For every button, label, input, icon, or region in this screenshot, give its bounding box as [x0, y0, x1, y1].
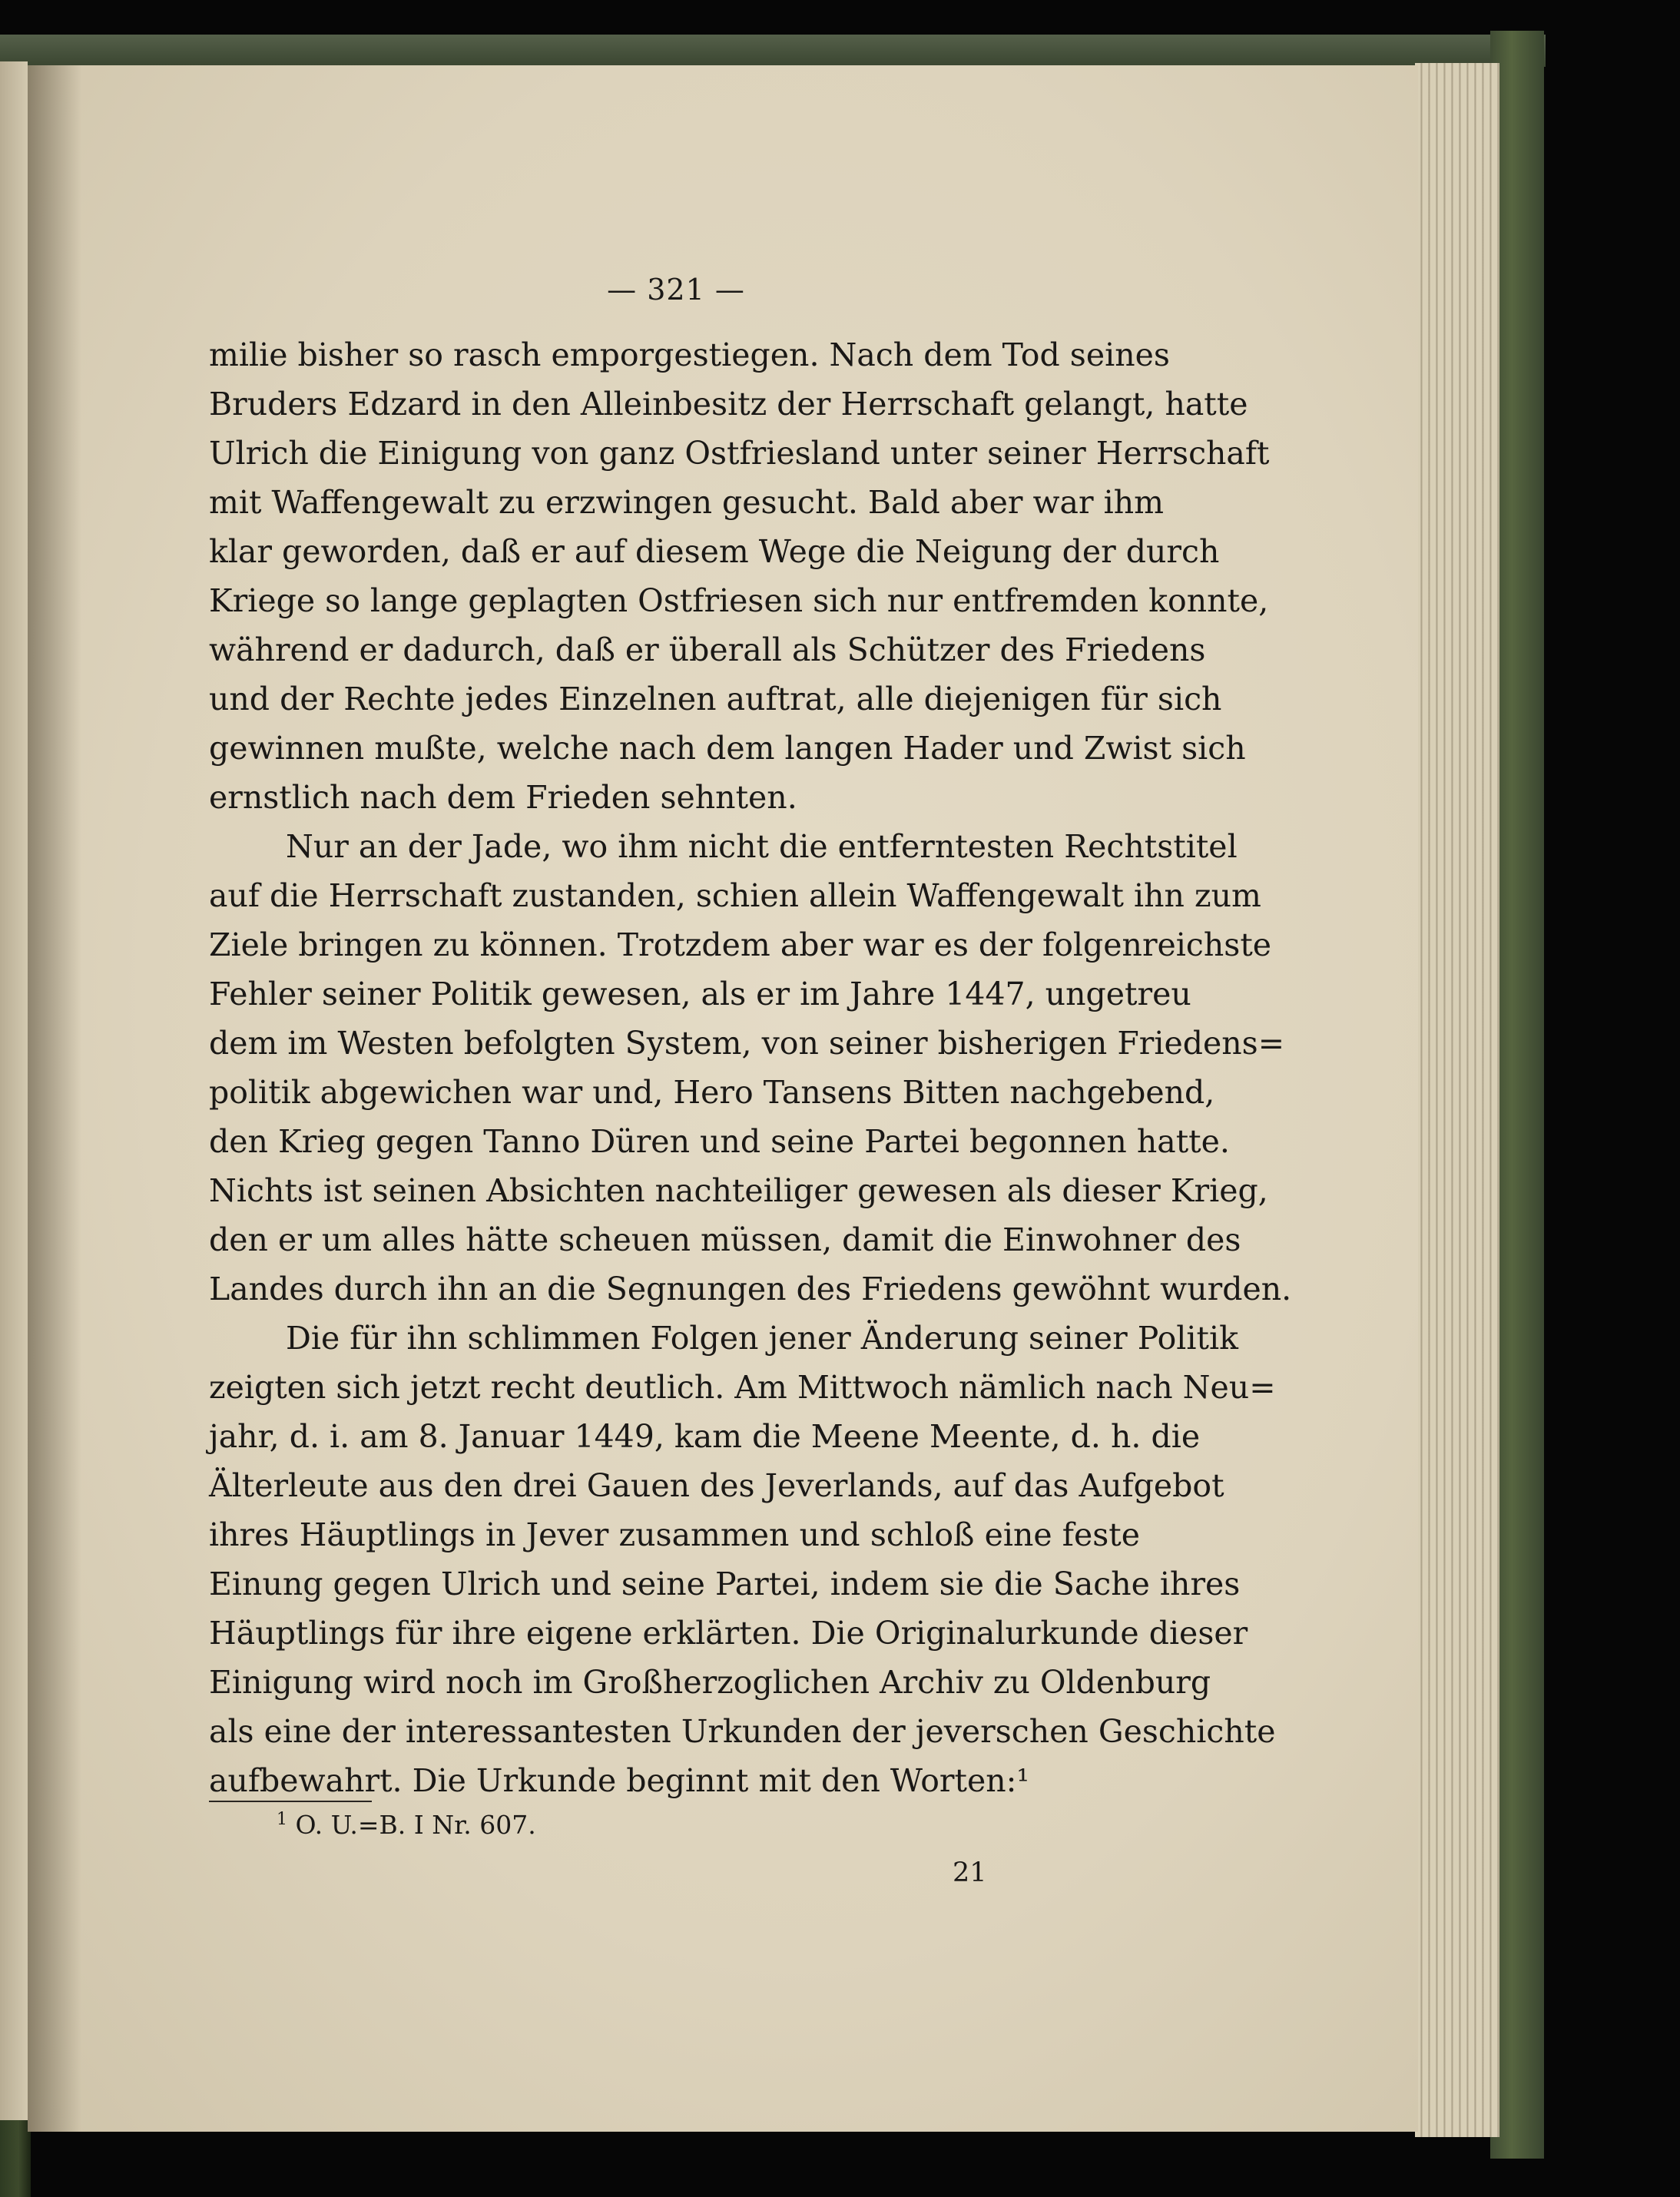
page-gutter-shadow: [28, 65, 81, 2132]
running-head-page-number: — 321 —: [607, 273, 745, 307]
body-text: [209, 330, 1292, 1805]
text-line: Landes durch ihn an die Segnungen des Friedens gewöhnt wurden.: [209, 1271, 1292, 1307]
footnote-rule: [209, 1801, 372, 1802]
text-line: Häuptlings für ihre eigene erklärten. Die Originalurkunde dieser: [209, 1615, 1248, 1652]
footnote-marker: 1: [277, 1810, 287, 1829]
left-page-edge: [0, 61, 28, 2120]
text-line: Ziele bringen zu können. Trotzdem aber war es der folgenreichste: [209, 926, 1272, 963]
text-line: mit Waffengewalt zu erzwingen gesucht. Bald aber war ihm: [209, 484, 1165, 521]
text-line: Einung gegen Ulrich und seine Partei, indem sie die Sache ihres: [209, 1566, 1241, 1602]
text-line: Ulrich die Einigung von ganz Ostfriesland unter seiner Herrschaft: [209, 435, 1270, 472]
text-line: und der Rechte jedes Einzelnen auftrat, alle diejenigen für sich: [209, 681, 1222, 717]
top-book-cover: [0, 35, 1546, 67]
page-edges-stack: [1415, 63, 1499, 2137]
text-line: während er dadurch, daß er überall als Schützer des Friedens: [209, 631, 1206, 668]
text-line: Kriege so lange geplagten Ostfriesen sich nur entfremden konnte,: [209, 582, 1269, 619]
text-line: den er um alles hätte scheuen müssen, damit die Einwohner des: [209, 1221, 1241, 1258]
text-line: ernstlich nach dem Frieden sehnten.: [209, 779, 797, 816]
text-line: den Krieg gegen Tanno Düren und seine Partei begonnen hatte.: [209, 1123, 1230, 1160]
text-line: Bruders Edzard in den Alleinbesitz der Herrschaft gelangt, hatte: [209, 386, 1248, 422]
text-line: jahr, d. i. am 8. Januar 1449, kam die Meene Meente, d. h. die: [209, 1418, 1201, 1455]
text-line: Nur an der Jade, wo ihm nicht die entferntesten Rechtstitel: [286, 828, 1238, 865]
text-line: Einigung wird noch im Großherzoglichen Archiv zu Oldenburg: [209, 1664, 1211, 1701]
footnote: [277, 1810, 536, 1840]
text-line: aufbewahrt. Die Urkunde beginnt mit den Worten:¹: [209, 1762, 1029, 1799]
text-line: zeigten sich jetzt recht deutlich. Am Mittwoch nämlich nach Neu=: [209, 1369, 1276, 1406]
text-line: als eine der interessantesten Urkunden der jeverschen Geschichte: [209, 1713, 1276, 1750]
text-line: Die für ihn schlimmen Folgen jener Änderung seiner Politik: [286, 1320, 1238, 1357]
text-line: auf die Herrschaft zustanden, schien allein Waffengewalt ihn zum: [209, 877, 1261, 914]
text-line: klar geworden, daß er auf diesem Wege die Neigung der durch: [209, 533, 1220, 570]
text-line: ihres Häuptlings in Jever zusammen und schloß eine feste: [209, 1516, 1140, 1553]
text-line: Älterleute aus den drei Gauen des Jeverlands, auf das Aufgebot: [209, 1467, 1224, 1504]
signature-mark: 21: [953, 1857, 987, 1888]
footnote-text: O. U.=B. I Nr. 607.: [295, 1810, 536, 1840]
text-line: milie bisher so rasch emporgestiegen. Nach dem Tod seines: [209, 336, 1170, 373]
text-line: dem im Westen befolgten System, von seiner bisherigen Friedens=: [209, 1025, 1285, 1062]
text-line: Nichts ist seinen Absichten nachteiliger gewesen als dieser Krieg,: [209, 1172, 1268, 1209]
text-line: gewinnen mußte, welche nach dem langen Hader und Zwist sich: [209, 730, 1246, 767]
text-line: Fehler seiner Politik gewesen, als er im Jahre 1447, ungetreu: [209, 976, 1191, 1012]
text-line: politik abgewichen war und, Hero Tansens Bitten nachgebend,: [209, 1074, 1215, 1111]
